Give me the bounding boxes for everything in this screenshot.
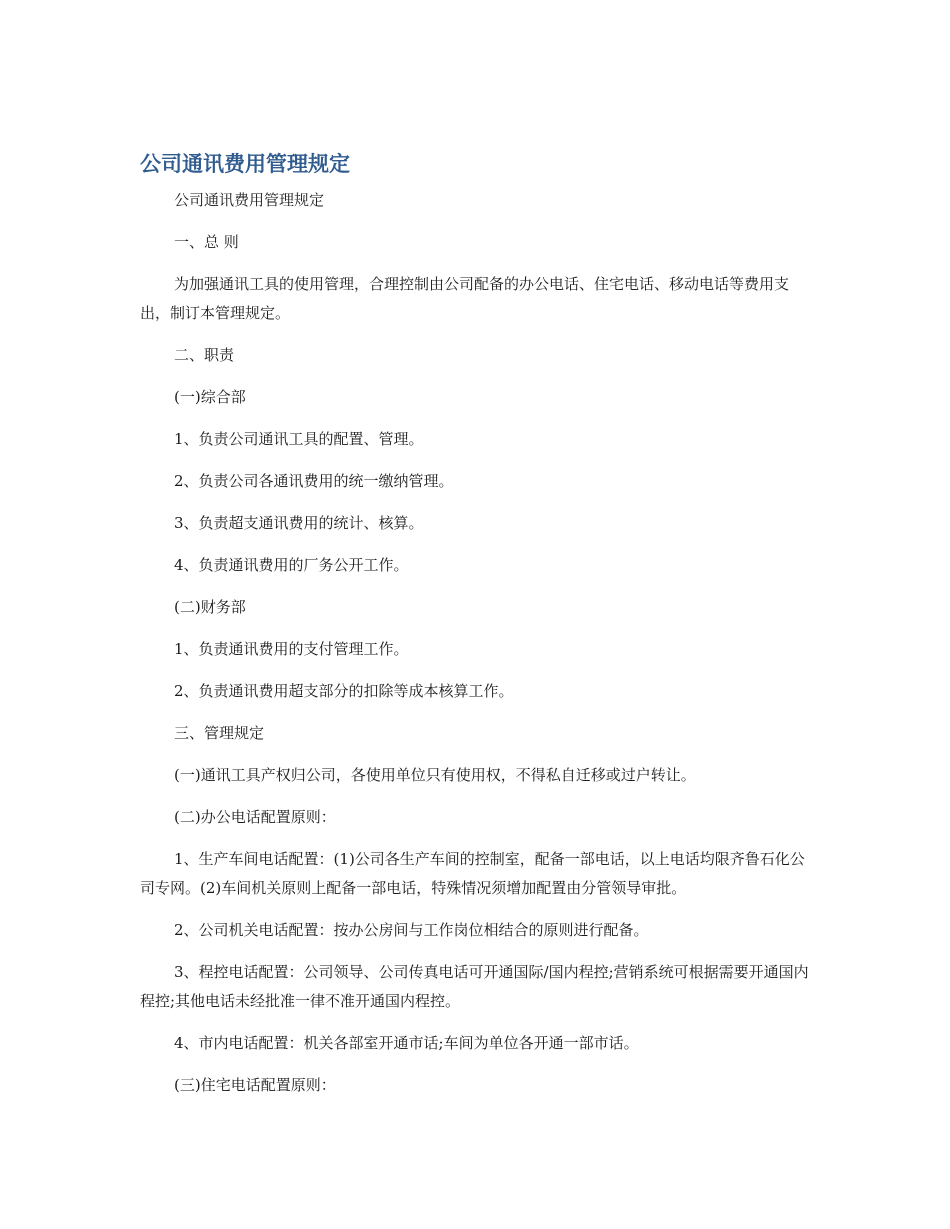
- section-heading-duties: 二、职责: [174, 346, 235, 364]
- list-item: 2、公司机关电话配置：按办公房间与工作岗位相结合的原则进行配备。: [174, 921, 649, 939]
- list-item: 2、负责通讯费用超支部分的扣除等成本核算工作。: [174, 682, 514, 700]
- document-page: [140, 148, 812, 1113]
- subsection-heading: (二)财务部: [174, 598, 246, 616]
- subsection-heading: (一)综合部: [174, 388, 246, 406]
- list-item: 3、程控电话配置：公司领导、公司传真电话可开通国际/国内程控;营销系统可根据需要开通国内程控;其他电话未经批准一律不准开通国内程控。: [140, 963, 809, 1010]
- list-item: 1、生产车间电话配置：(1)公司各生产车间的控制室，配备一部电话，以上电话均限齐鲁石化公司专网。(2)车间机关原则上配备一部电话，特殊情况须增加配置由分管领导审批。: [140, 850, 805, 897]
- subsection-heading: (三)住宅电话配置原则：: [174, 1076, 336, 1094]
- list-item: 4、市内电话配置：机关各部室开通市话;车间为单位各开通一部市话。: [174, 1034, 639, 1052]
- document-title: 公司通讯费用管理规定: [140, 152, 350, 176]
- list-item: 3、负责超支通讯费用的统计、核算。: [174, 514, 424, 532]
- list-item: 4、负责通讯费用的厂务公开工作。: [174, 556, 409, 574]
- list-item: 1、负责公司通讯工具的配置、管理。: [174, 430, 424, 448]
- subtitle-paragraph: 公司通讯费用管理规定: [174, 191, 325, 209]
- section-heading-rules: 三、管理规定: [174, 724, 265, 742]
- section-heading-general: 一、总 则: [174, 233, 239, 251]
- body-paragraph: 为加强通讯工具的使用管理，合理控制由公司配备的办公电话、住宅电话、移动电话等费用支出，制订本管理规定。: [140, 275, 790, 322]
- subsection-heading: (二)办公电话配置原则：: [174, 808, 336, 826]
- list-item: 2、负责公司各通讯费用的统一缴纳管理。: [174, 472, 454, 490]
- body-paragraph: (一)通讯工具产权归公司，各使用单位只有使用权，不得私自迁移或过户转让。: [174, 766, 696, 784]
- list-item: 1、负责通讯费用的支付管理工作。: [174, 640, 409, 658]
